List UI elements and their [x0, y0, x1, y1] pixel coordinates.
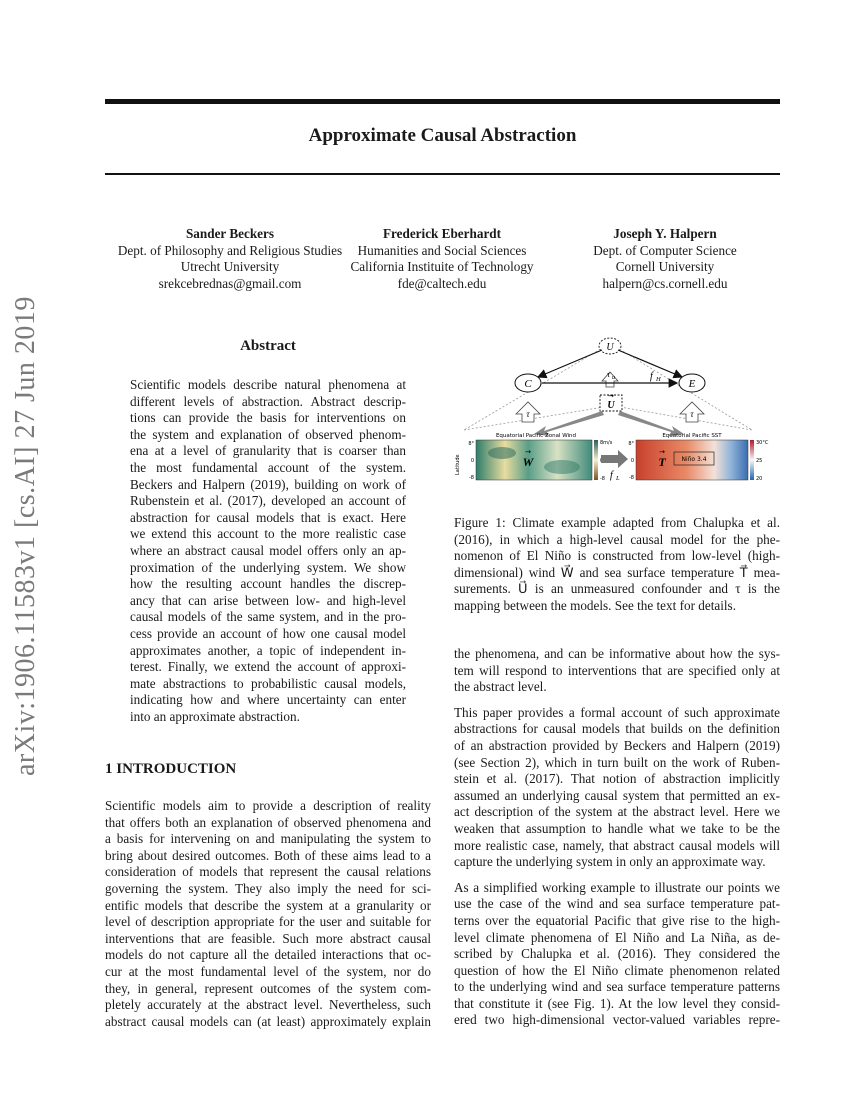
text-line: that offers both an explanation of observed phenomena and	[105, 814, 431, 830]
wind-field-map	[476, 440, 592, 480]
text-line: pletely accurately at the abstract level. Nevertheless, such	[105, 997, 431, 1013]
arxiv-stamp: arXiv:1906.11583v1 [cs.AI] 27 Jun 2019	[10, 296, 41, 776]
text-line: the most fundamental account of the system.	[130, 459, 406, 475]
text-line: where an abstract causal model offers only an ap-	[130, 542, 406, 558]
author-affiliation: Humanities and Social Sciences	[357, 242, 527, 258]
tau-right-label: τ	[690, 409, 694, 419]
text-line: abstract causal models can (at least) approximately explain	[105, 1013, 431, 1029]
text-line: tem will respond to interventions that are specified only at	[454, 662, 780, 678]
lat-tick: -8	[469, 475, 474, 481]
text-line: Scientific models aim to provide a description of reality	[105, 798, 431, 813]
text-line: Beckers and Halpern (2019), building on work of	[130, 476, 406, 492]
paragraph	[105, 798, 431, 1030]
author-affiliation: Dept. of Philosophy and Religious Studies	[117, 242, 343, 258]
lat-tick: 8°	[468, 441, 474, 447]
lat-tick: 0	[630, 458, 634, 464]
text-line: weaken that assumption to handle what we take to be the	[454, 820, 780, 836]
figure-1	[452, 335, 782, 495]
text-line: use the case of the wind and sea surface temperature pat-	[454, 896, 780, 912]
text-line: to the underlying wind and sea surface temperature patterns	[454, 979, 780, 995]
text-line: As a simplified working example to illustrate our points we	[454, 879, 780, 895]
paragraph	[454, 515, 780, 615]
author-email[interactable]: fde@caltech.edu	[397, 275, 487, 291]
text-line: Figure 1: Climate example adapted from Chalupka et al.	[454, 515, 780, 530]
sst-tick: 20	[756, 476, 763, 482]
wind-pattern	[488, 447, 516, 459]
text-line: assumed an underlying causal system that permitted an ex-	[454, 787, 780, 803]
text-line: ancy that can arise between low- and high-level	[130, 592, 406, 608]
author-block-2	[337, 226, 547, 292]
wind-tick: -8	[600, 476, 605, 482]
paper-title: Approximate Causal Abstraction	[308, 125, 577, 146]
text-line: abstraction for causal models that is exact. Here	[130, 509, 406, 525]
text-line: Scientific models describe natural phenomena at	[130, 377, 406, 392]
text-line: governing the system. They also imply the need for sci-	[105, 880, 431, 896]
author-institution: California Instituite of Technology	[350, 259, 534, 275]
text-line: level of description appropriate for the user and suitable for	[105, 914, 431, 930]
text-line: surements. U⃗ is an unmeasured confounder and τ is the	[454, 581, 780, 597]
lat-tick: 0	[470, 458, 474, 464]
figure-1-diagram	[452, 335, 782, 495]
title-rule-top	[105, 99, 780, 104]
sst-tick: 30°C	[756, 440, 769, 446]
text-line: how the resulting account handles the discrep-	[130, 576, 406, 592]
paragraph	[454, 646, 780, 696]
tau-left-label: τ	[526, 409, 530, 419]
text-line: mapping between the models. See the text for details.	[454, 597, 736, 613]
text-line: This paper provides a formal account of such approximate	[454, 704, 780, 720]
fh-label: f	[650, 371, 653, 382]
text-line: that constitute it (see Fig. 1). At the low level they consid-	[454, 995, 780, 1011]
author-block-1	[100, 226, 360, 292]
text-line: consideration of models that represent the causal relations	[105, 864, 431, 880]
text-line: they, in general, represent outcomes of the system com-	[105, 980, 431, 996]
lat-tick: -8	[629, 475, 634, 481]
text-line: interventions that are feasible. Such more abstract causal	[105, 930, 431, 946]
vector-arrow-icon: →	[659, 448, 665, 456]
abstract-body	[130, 377, 406, 725]
text-line: level climate phenomena of El Niño and La Niña, as de-	[454, 929, 780, 945]
sst-tick: 25	[756, 458, 763, 464]
text-line: models do not capture all the detailed interactions that oc-	[105, 947, 431, 963]
author-email[interactable]: srekcebrednas@gmail.com	[158, 275, 302, 291]
text-line: indicating how and where uncertainty can enter	[130, 692, 406, 708]
author-name: Sander Beckers	[185, 226, 275, 241]
edge-u-c	[538, 350, 602, 377]
intro-body	[105, 798, 431, 1030]
text-line: nomenon of El Niño is constructed from low-level (high-	[454, 548, 780, 564]
tau-u-sub: u	[612, 375, 615, 381]
tau-u-label: τ	[607, 369, 611, 379]
text-line: scribed by Chalupka et al. (2016). They considered the	[454, 946, 780, 962]
wind-pattern	[544, 460, 580, 474]
right-column-body	[454, 646, 780, 1029]
panel-sst-title: Equatorial Pacific SST	[662, 433, 722, 439]
text-line: cess provide an account of how one causal model	[130, 625, 406, 641]
panel-wind-title: Equatorial Pacific Zonal Wind	[495, 433, 577, 439]
text-line: (2016), in which a high-level causal model for the phe-	[454, 531, 780, 547]
figure-1-caption	[454, 515, 780, 615]
author-institution: Cornell University	[615, 259, 715, 275]
text-line: the phenomena, and can be informative about how the sys-	[454, 646, 780, 661]
paragraph	[454, 705, 780, 871]
text-line: more realistic case, namely, that abstract causal models will	[454, 837, 780, 853]
text-line: terns over the equatorial Pacific that give rise to the high-	[454, 912, 780, 928]
fh-sub: H	[656, 376, 661, 383]
section-heading-introduction: 1 INTRODUCTION	[105, 761, 237, 777]
text-line: dimensional) wind W⃗ and sea surface temperature T⃗ mea-	[454, 564, 780, 580]
text-line: entific models that describe the system at a granularity or	[105, 897, 431, 913]
lat-tick: 8°	[628, 441, 634, 447]
text-line: stein et al. (2017). That notion of abstraction implicitly	[454, 771, 780, 787]
paragraph	[454, 880, 780, 1029]
vector-arrow-icon: →	[608, 392, 614, 400]
node-c-label: C	[524, 378, 532, 390]
text-line: approximates another, a topic of independent in-	[130, 642, 406, 658]
node-e-label: E	[688, 378, 696, 390]
fl-sub: L	[616, 475, 620, 482]
text-line: we extend this account to the more realistic case	[130, 526, 406, 542]
text-line: cur at the most fundamental level of the system, nor do	[105, 963, 431, 979]
nino-region-label: Niño 3.4	[681, 456, 707, 463]
text-line: capture the underlying system in only an approximate way.	[454, 854, 766, 870]
text-line: (see Section 2), which in turn built on the work of Ruben-	[454, 754, 780, 770]
text-line: the abstract level.	[454, 679, 547, 695]
latitude-axis-label: Latitude	[455, 454, 461, 475]
paragraph	[130, 377, 406, 725]
author-name: Joseph Y. Halpern	[613, 226, 717, 241]
title-rule-bottom	[105, 173, 780, 175]
author-block-3	[570, 226, 760, 292]
vector-arrow-icon: →	[525, 448, 531, 456]
text-line: act description of the system at the abstract level. Here we	[454, 804, 780, 820]
node-w-label: W	[522, 455, 534, 469]
text-line: the system and explanation of observed phenom-	[130, 426, 406, 442]
text-line: bring about desired outcomes. Both of these aims lead to a	[105, 847, 431, 863]
wind-unit: 8m/s	[600, 440, 613, 446]
text-line: causal models of the same system, and in the pro-	[130, 609, 406, 625]
text-line: mate abstractions to probabilistic causal models,	[130, 675, 406, 691]
text-line: Rubenstein et al. (2017), developed an account of	[130, 493, 406, 509]
text-line: ena at a level of granularity that is coarser than	[130, 443, 406, 459]
text-line: tions can provide the basis for interventions on	[130, 410, 406, 426]
text-line: ered two high-dimensional vector-valued variables repre-	[454, 1012, 780, 1028]
author-email[interactable]: halpern@cs.cornell.edu	[602, 275, 728, 291]
text-line: terest. Finally, we extend the account of approxi-	[130, 659, 406, 675]
fl-arrow	[601, 450, 628, 468]
node-u-top-label: U	[606, 342, 614, 353]
text-line: a basis for intervening on and manipulating the system to	[105, 831, 431, 847]
abstract-heading: Abstract	[240, 338, 296, 354]
author-affiliation: Dept. of Computer Science	[593, 242, 737, 258]
text-line: proximation of the underlying system. We show	[130, 559, 406, 575]
text-line: different levels of abstraction. Abstract descrip-	[130, 393, 406, 409]
text-line: of an abstraction provided by Beckers and Halpern (2019)	[454, 737, 780, 753]
text-line: question of how the El Niño climate phenomenon related	[454, 962, 780, 978]
fl-label: f	[610, 470, 613, 481]
sst-colorbar	[750, 440, 754, 480]
text-line: abstractions for causal models that builds on the definition	[454, 721, 780, 737]
node-t-label: T	[658, 455, 666, 469]
author-name: Frederick Eberhardt	[382, 226, 502, 241]
text-line: into an approximate abstraction.	[130, 708, 300, 724]
node-u-vec-label: U	[607, 400, 615, 411]
author-institution: Utrecht University	[180, 259, 280, 275]
wind-colorbar	[594, 440, 598, 480]
